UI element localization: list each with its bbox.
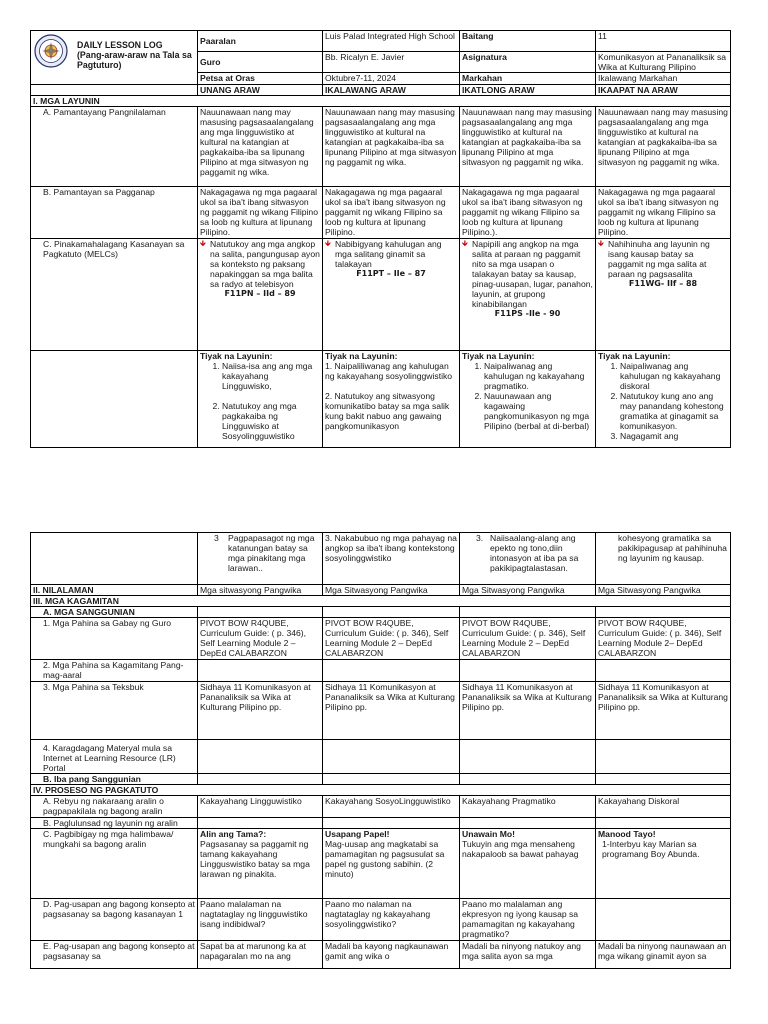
activity-cell [198, 829, 323, 899]
table-cell: PIVOT BOW R4QUBE, Curriculum Guide: ( p. 346), Self Learning Module 2– DepEd CALABARZON [596, 618, 731, 660]
list-item: 1. Naiisa-isa ang ang mga kakayahang Lingguwisko, [222, 361, 320, 391]
table-cell: Sidhaya 11 Komunikasyon at Pananaliksik sa Wika at Kulturang Pilipino pp. [460, 682, 596, 740]
section-heading-nilalaman: II. NILALAMAN [31, 585, 198, 596]
row-label-konsepto-1: D. Pag-usapan ang bagong konsepto at pagsasanay sa bagong kasanayan 1 [31, 899, 198, 941]
table-cell: Kakayahang SosyoLingguwistiko [323, 796, 460, 818]
list-number: 3. [476, 533, 484, 543]
activity-cell [596, 829, 731, 899]
row-label-pamantayang-pangnilalaman: A. Pamantayang Pangnilalaman [31, 107, 198, 187]
table-cell: Kakayahang Pragmatiko [460, 796, 596, 818]
table-cell: Madali ba ninyong naunawaan an mga wikang ginamit ayon sa [596, 941, 731, 969]
empty-cell [460, 660, 596, 682]
table-cell: Sapat ba at marunong ka at napagaralan mo na ang [198, 941, 323, 969]
day-header-3: IKATLONG ARAW [460, 85, 596, 96]
empty-cell [596, 660, 731, 682]
paaralan-value: Luis Palad Integrated High School [323, 31, 460, 52]
melc-text: Natutukoy ang mga angkop na salita, pangungusap ayon sa konteksto ng paksang napakinggan sa mga balita sa radyo at telebisyon [210, 239, 320, 289]
tiyak-cell-day3 [460, 351, 596, 448]
table-cell: Kakayahang Diskoral [596, 796, 731, 818]
list-item: 2. Nauunawaan ang kagawaing pangkomunikasyon ng mga Pilipino (berbal at di-berbal) [484, 391, 593, 431]
activity-text: Mag-uusap ang magkatabi sa pamamagitan ng pagsusulat sa papel ng gustong sabihin. (2 minuto) [325, 839, 445, 879]
row-label-pamantayan-sa-pagganap: B. Pamantayan sa Pagganap [31, 187, 198, 239]
melc-cell [596, 239, 731, 351]
table-cell: Mga Sitwasyong Pangwika [596, 585, 731, 596]
activity-title: Unawain Mo! [462, 829, 515, 839]
row-label-kagamitang-mag-aaral: 2. Mga Pahina sa Kagamitang Pang-mag-aaral [31, 660, 198, 682]
day-header-1: UNANG ARAW [198, 85, 323, 96]
row-label-halimbawa: C. Pagbibigay ng mga halimbawa/ mungkahi sa bagong aralin [31, 829, 198, 899]
cont-cell-day4: kohesyong gramatika sa pakikipagusap at pahihinuha ng layunim ng kausap. [596, 533, 731, 585]
empty-cell [31, 85, 198, 96]
deped-seal-icon [34, 34, 68, 68]
table-cell: Madali ba ninyong natukoy ang mga salita ayon sa mga [460, 941, 596, 969]
table-cell: Mga Sitwasyong Pangwika [460, 585, 596, 596]
activity-cell [323, 829, 460, 899]
row-label-konsepto-2: E. Pag-usapan ang bagong konsepto at pagsasanay sa [31, 941, 198, 969]
table-cell: Paano mo malalaman ang ekpresyon ng iyong kausap sa pamamagitan ng kakayahang pragmatiko? [460, 899, 596, 941]
cont-cell-day2: 3. Nakabubuo ng mga pahayag na angkop sa iba't ibang kontekstong sosyolinggwistiko [323, 533, 460, 585]
table-cell: Nakagagawa ng mga pagaaral ukol sa iba't ibang sitwasyon ng paggamit ng wikang Filipino sa loob ng kultura at lipunang Pilipino. [323, 187, 460, 239]
activity-cell [460, 829, 596, 899]
table-cell: Sidhaya 11 Komunikasyon at Pananaliksik sa Wika at Kulturang Pilipino pp. [198, 682, 323, 740]
empty-cell [596, 818, 731, 829]
empty-cell [198, 740, 323, 774]
list-item: 3. Nagagamit ang [620, 431, 728, 441]
tiyak-label: Tiyak na Layunin: [200, 351, 273, 361]
subheading-iba-pang-sanggunian: B. Iba pang Sanggunian [31, 774, 198, 785]
day-header-2: IKALAWANG ARAW [323, 85, 460, 96]
tiyak-label: Tiyak na Layunin: [462, 351, 535, 361]
guro-value: Bb. Ricalyn E. Javier [323, 52, 460, 73]
title-line2: (Pang-araw-araw na Tala sa Pagtuturo) [77, 50, 192, 70]
empty-cell [460, 607, 596, 618]
empty-cell [596, 607, 731, 618]
document-title [77, 40, 197, 70]
petsa-value: Oktubre7-11, 2024 [323, 73, 460, 85]
melc-code: F11PN – IId – 89 [224, 289, 296, 298]
table-cell [596, 899, 731, 941]
table-cell: Mga sitwasyong Pangwika [198, 585, 323, 596]
table-cell: Nauunawaan nang may masusing pagsasaalangalang ang mga lingguwistiko at kultural na katangian at pagkakaiba-iba sa lipunang Pilipino at mga sitwasyon ng paggamit ng wika. [323, 107, 460, 187]
activity-text: Tukuyin ang mga mensaheng nakapaloob sa bawat pahayag [462, 839, 579, 859]
guro-label: Guro [198, 52, 323, 73]
table-cell: PIVOT BOW R4QUBE, Curriculum Guide: ( p. 346), Self Learning Module 2 – DepEd CALABARZON [198, 618, 323, 660]
table-cell: Kakayahang Lingguwistiko [198, 796, 323, 818]
list-item: 2. Natutukoy ang sitwasyong komunikatibo batay sa mga salik kung bakit nabuo ang gawaing pangkomunikasyon [325, 391, 450, 431]
empty-cell [323, 774, 460, 785]
arrow-bullet-icon: 🡻 [462, 239, 468, 248]
table-cell: PIVOT BOW R4QUBE, Curriculum Guide: ( p. 346), Self Learning Module 2 – DepEd CALABARZON [323, 618, 460, 660]
row-label-paglulunsad: B. Paglulunsad ng layunin ng aralin [31, 818, 198, 829]
asignatura-value: Komunikasyon at Pananaliksik sa Wika at Kulturang Pilipino [596, 52, 731, 73]
table-cell: Sidhaya 11 Komunikasyon at Pananaliksik sa Wika at Kulturang Pilipino pp. [323, 682, 460, 740]
list-item: 2. Natutukoy ang mga pagkakaiba ng Lingguwisko at Sosyolingguwistiko [222, 401, 320, 441]
table-cell: Nakagagawa ng mga pagaaral ukol sa iba't ibang sitwasyon ng paggamit ng wikang Filipino sa loob ng kultura at lipunang Pilipino. [198, 187, 323, 239]
table-cell: Nauunawaan nang may masusing pagsasaalangalang ang mga lingguwistiko at kultural na katangian at pagkakaiba-iba sa lipunang Pilipino at mga sitwasyon ng paggamit ng wika. [460, 107, 596, 187]
baitang-value: 11 [596, 31, 731, 52]
baitang-label: Baitang [460, 31, 596, 52]
tiyak-label: Tiyak na Layunin: [598, 351, 671, 361]
empty-cell [596, 740, 731, 774]
melc-cell [323, 239, 460, 351]
table-cell: PIVOT BOW R4QUBE, Curriculum Guide: ( p. 346), Self Learning Module 2 – DepEd CALABARZON [460, 618, 596, 660]
day-header-4: IKAAPAT NA ARAW [596, 85, 731, 96]
empty-cell [198, 660, 323, 682]
title-line1: DAILY LESSON LOG [77, 40, 163, 50]
section-heading-proseso: IV. PROSESO NG PAGKATUTO [31, 785, 731, 796]
table-cell: Mga Sitwasyong Pangwika [323, 585, 460, 596]
empty-cell [323, 818, 460, 829]
row-label-karagdagang-materyal: 4. Karagdagang Materyal mula sa Internet at Learning Resource (LR) Portal [31, 740, 198, 774]
empty-cell [31, 533, 198, 585]
table-cell: Nauunawaan nang may masusing pagsasaalangalang ang mga lingguwistiko at kultural na katangian at pagkakaiba-iba sa lipunang Pilipino at mga sitwasyon ng paggamit ng wika. [596, 107, 731, 187]
petsa-label: Petsa at Oras [198, 73, 323, 85]
empty-cell [323, 660, 460, 682]
row-label-melcs: C. Pinakamahalagang Kasanayan sa Pagkatuto (MELCs) [31, 239, 198, 351]
empty-cell [31, 351, 198, 448]
activity-title: Manood Tayo! [598, 829, 656, 839]
empty-cell [323, 740, 460, 774]
list-number: 3 [214, 533, 219, 543]
melc-text: Nahihinuha ang layunin ng isang kausap batay sa paggamit ng mga salita at paraan ng pagsasalita [608, 239, 710, 279]
melc-cell [198, 239, 323, 351]
activity-text: 1-Interbyu kay Marian sa programang Boy Abunda. [602, 839, 700, 859]
tiyak-cell-day1 [198, 351, 323, 448]
table-cell: Sidhaya 11 Komunikasyon at Pananaliksik sa Wika at Kulturang Pilipino pp. [596, 682, 731, 740]
list-item: 1. Naipaliliwanag ang kahulugan ng kakayahang sosyolinggwistiko [325, 361, 453, 381]
table-cell: Nakagagawa ng mga pagaaral ukol sa iba't ibang sitwasyon ng paggamit ng wikang Filipino sa loob ng kultura at lipunang Pilipino.). [460, 187, 596, 239]
paaralan-label: Paaralan [198, 31, 323, 52]
table-cell: Madali ba kayong nagkaunawan gamit ang wika o [323, 941, 460, 969]
header-logo-cell [31, 31, 198, 85]
melc-cell [460, 239, 596, 351]
empty-cell [460, 740, 596, 774]
tiyak-cell-day4 [596, 351, 731, 448]
melc-code: F11PT – IIe – 87 [356, 269, 426, 278]
list-item: Naiisaalang-alang ang epekto ng tono,diin intonasyon at iba pa sa pakikipagtalastasan. [490, 533, 579, 573]
empty-cell [198, 818, 323, 829]
markahan-value: Ikalawang Markahan [596, 73, 731, 85]
table-cell: Nauunawaan nang may masusing pagsasaalangalang ang mga lingguwistiko at kultural na katangian at pagkakaiba-iba sa lipunang Pilipino at mga sitwasyon ng paggamit ng wika. [198, 107, 323, 187]
melc-code: F11WG- IIf – 88 [628, 279, 698, 288]
section-heading-kagamitan: III. MGA KAGAMITAN [31, 596, 731, 607]
list-item: 1. Naipaliwanag ang kahulugan ng kakayahang pragmatiko. [484, 361, 593, 391]
cont-cell-day3 [460, 533, 596, 585]
activity-title: Alin ang Tama?: [200, 829, 267, 839]
list-item: 2. Natutukoy kung ano ang may panandang kohestong gramatika at ginagamit sa komunikasyon. [620, 391, 728, 431]
table-cell: Paano malalaman na nagtataglay ng lingguwistiko isang indibidwal? [198, 899, 323, 941]
arrow-bullet-icon: 🡻 [200, 239, 206, 248]
lesson-log-table-page1 [30, 30, 731, 448]
activity-title: Usapang Papel! [325, 829, 390, 839]
table-cell: Nakagagawa ng mga pagaaral ukol sa iba't ibang sitwasyon ng paggamit ng wikang Filipino sa loob ng kultura at lipunang Pilipino. [596, 187, 731, 239]
markahan-label: Markahan [460, 73, 596, 85]
list-item: Pagpapasagot ng mga katanungan batay sa mga pinakitang mga larawan.. [228, 533, 315, 573]
empty-cell [198, 607, 323, 618]
row-label-teksbuk: 3. Mga Pahina sa Teksbuk [31, 682, 198, 740]
row-label-rebyu: A. Rebyu ng nakaraang aralin o pagpapakilala ng bagong aralin [31, 796, 198, 818]
section-heading-layunin: I. MGA LAYUNIN [31, 96, 731, 107]
tiyak-label: Tiyak na Layunin: [325, 351, 398, 361]
empty-cell [596, 774, 731, 785]
melc-text: Napipili ang angkop na mga salita at paraan ng paggamit nito sa mga usapan o talakayan batay sa kausap, pinag-uusapan, lugar, panahon, layunin, at grupong kinabibilangan [472, 239, 593, 309]
asignatura-label: Asignatura [460, 52, 596, 73]
table-cell: Paano mo nalaman na nagtataglay ng kakayahang sosyolinggwistiko? [323, 899, 460, 941]
subheading-sanggunian: A. MGA SANGGUNIAN [31, 607, 198, 618]
melc-text: Nabibigyang kahulugan ang mga salitang ginamit sa talakayan [335, 239, 442, 269]
row-label-gabay-guro: 1. Mga Pahina sa Gabay ng Guro [31, 618, 198, 660]
list-item: 1. Naipaliwanag ang kahulugan ng kakayahang diskoral [620, 361, 728, 391]
arrow-bullet-icon: 🡻 [325, 239, 331, 248]
activity-text: Pagsasanay sa paggamit ng tamang kakayahang Lingguswistiko batay sa mga larawan ng pinakita. [200, 839, 310, 879]
empty-cell [460, 774, 596, 785]
tiyak-cell-day2 [323, 351, 460, 448]
lesson-log-table-page2 [30, 532, 731, 969]
empty-cell [198, 774, 323, 785]
arrow-bullet-icon: 🡻 [598, 239, 604, 248]
cont-cell-day1 [198, 533, 323, 585]
empty-cell [323, 607, 460, 618]
melc-code: F11PS -IIe - 90 [494, 309, 561, 318]
empty-cell [460, 818, 596, 829]
